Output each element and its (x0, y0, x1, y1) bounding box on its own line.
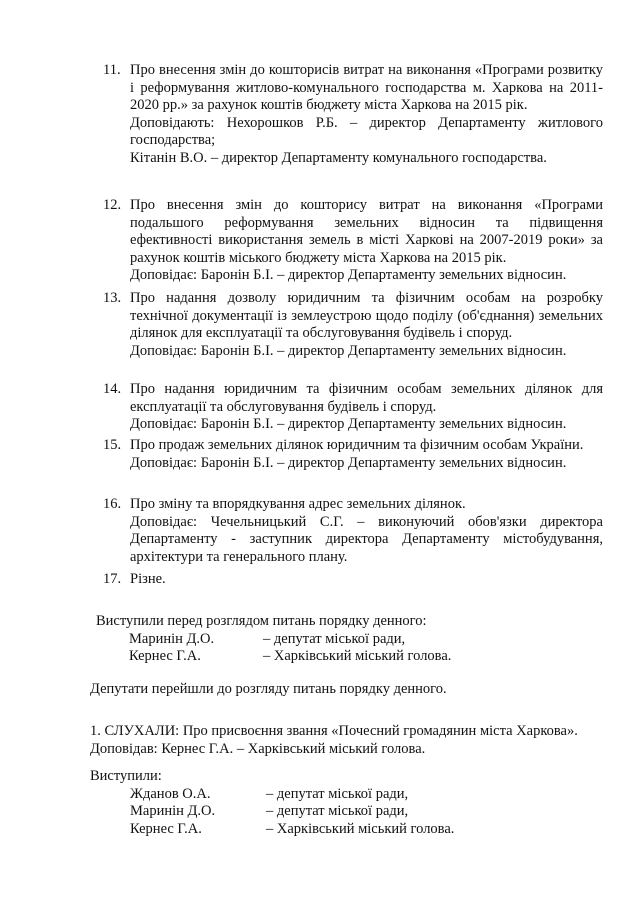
agenda-item-number: 14. (103, 381, 122, 397)
transition-section (90, 681, 610, 699)
agenda-item-number: 12. (103, 197, 122, 213)
speaker-role: – депутат міської ради, (266, 785, 409, 802)
agenda-item-number: 11. (103, 62, 121, 78)
agenda-item-title: Про надання юридичним та фізичним особам земельних ділянок для експлуатації та обслуговування будівель і споруд. (130, 381, 603, 415)
before-agenda-heading: Виступили перед розглядом питань порядку денного: (96, 613, 427, 629)
speaker-row (90, 803, 610, 821)
speaker-name: Кернес Г.А. (130, 820, 202, 837)
agenda-item-title: Про внесення змін до кошторису витрат на виконання «Програми подальшого реформування земельних відносин та підвищення ефективності використання земель в місті Харкові на 2007-2019 роки» за рахунок коштів міського бюджету міста Харкова на 2015 рік. (130, 197, 603, 266)
agenda-item-speaker: Доповідає: Баронін Б.І. – директор Департаменту земельних відносин. (130, 454, 567, 471)
speaker-name: Жданов О.А. (130, 785, 211, 802)
hearing-reporter: Доповідав: Кернес Г.А. – Харківський міський голова. (90, 740, 426, 757)
agenda-item-number: 13. (103, 290, 122, 306)
agenda-item-11 (103, 62, 603, 167)
speaker-name: Маринін Д.О. (129, 630, 215, 647)
agenda-item-14 (103, 381, 603, 434)
agenda-item-title: Про зміну та впорядкування адрес земельних ділянок. (130, 496, 466, 512)
agenda-item-speaker: Доповідає: Баронін Б.І. – директор Департаменту земельних відносин. (130, 342, 567, 359)
agenda-item-speaker: Доповідає: Чечельницький С.Г. – виконуючий обов'язки директора Департаменту - заступник директора Департаменту містобудування, архітектури та генерального плану. (130, 513, 603, 565)
agenda-item-speaker: Доповідає: Баронін Б.І. – директор Департаменту земельних відносин. (130, 416, 567, 432)
agenda-item-title: Про продаж земельних ділянок юридичним та фізичним особам України. (130, 437, 584, 453)
speaker-role: – депутат міської ради, (263, 630, 406, 647)
speaker-row (96, 631, 616, 649)
hearing-section (90, 723, 610, 758)
hearing-title: 1. СЛУХАЛИ: Про присвоєння звання «Почесний громадянин міста Харкова». (90, 723, 578, 739)
agenda-item-number: 16. (103, 496, 122, 512)
agenda-item-title: Про надання дозволу юридичним та фізичним особам на розробку технічної документації із землеустрою щодо поділу (об'єднання) земельних ділянок для експлуатації та обслуговування будівель і споруд. (130, 290, 603, 341)
speaker-row (90, 786, 610, 804)
transition-text: Депутати перейшли до розгляду питань порядку денного. (90, 681, 447, 697)
agenda-item-12 (103, 197, 603, 285)
speaker-name: Кернес Г.А. (129, 648, 201, 664)
agenda-item-title: Про внесення змін до кошторисів витрат на виконання «Програми розвитку і реформування житлово-комунального господарства м. Харкова на 2011-2020 рр.» за рахунок коштів бюджету міста Харкова на 2015 рік. (130, 62, 603, 113)
hearing-speakers-heading: Виступили: (90, 768, 162, 784)
agenda-item-number: 17. (103, 571, 122, 587)
agenda-item-speaker: Доповідають: Нехорошков Р.Б. – директор Департаменту житлового господарства; (130, 114, 603, 148)
before-agenda-section (96, 613, 616, 666)
agenda-item-13 (103, 290, 603, 360)
speaker-role: – депутат міської ради, (266, 803, 409, 819)
agenda-item-15 (103, 437, 603, 472)
speaker-name: Маринін Д.О. (130, 803, 216, 819)
agenda-item-17 (103, 571, 603, 589)
speaker-row (96, 648, 616, 666)
speaker-role: – Харківський міський голова. (266, 820, 455, 837)
speaker-role: – Харківський міський голова. (263, 648, 452, 664)
agenda-item-speaker: Кітанін В.О. – директор Департаменту комунального господарства. (130, 149, 547, 166)
agenda-item-number: 15. (103, 437, 122, 453)
agenda-item-title: Різне. (130, 571, 166, 587)
hearing-speakers-section (90, 768, 610, 838)
agenda-item-speaker: Доповідає: Баронін Б.І. – директор Департаменту земельних відносин. (130, 267, 567, 283)
speaker-row (90, 821, 610, 839)
agenda-item-16 (103, 496, 603, 566)
